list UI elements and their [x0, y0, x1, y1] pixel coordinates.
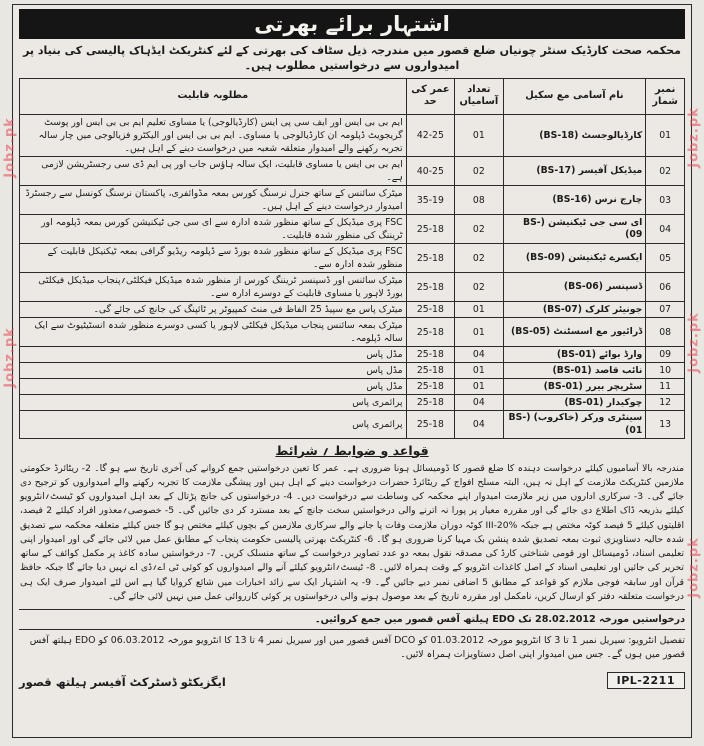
header-age: عمر کی حد [406, 78, 454, 114]
cell-post: ڈسپنسر (BS-06) [503, 273, 646, 302]
cell-age: 25-18 [406, 273, 454, 302]
cell-qualification: مڈل پاس [20, 347, 407, 363]
cell-age: 25-18 [406, 318, 454, 347]
cell-qualification: مڈل پاس [20, 379, 407, 395]
cell-age: 25-18 [406, 244, 454, 273]
jobs-table [19, 78, 685, 439]
deadline-line: درخواستیں مورخہ 28.02.2012 تک EDO ہیلتھ آفس قصور میں جمع کروائیں۔ [19, 609, 685, 625]
cell-post: وارڈ بوائے (BS-01) [503, 347, 646, 363]
footer-row [19, 672, 685, 689]
cell-count: 08 [455, 186, 503, 215]
cell-qualification: پرائمری پاس [20, 395, 407, 411]
jobs-table-body [20, 115, 685, 438]
cell-post: چوکیدار (BS-01) [503, 395, 646, 411]
ad-title: اشتہار برائے بھرتی [254, 12, 450, 36]
table-row [20, 411, 685, 438]
cell-qualification: FSC پری میڈیکل کے ساتھ منظور شدہ بورڈ سے ڈپلومہ ریڈیو گرافی بمعہ ٹیکنیکل قابلیت کے منظور شدہ ادارہ سے۔ [20, 244, 407, 273]
cell-age: 42-25 [406, 115, 454, 157]
ad-title-bar [19, 9, 685, 39]
cell-count: 02 [455, 244, 503, 273]
cell-qualification: FSC پری میڈیکل کے ساتھ منظور شدہ ادارہ سے ای سی جی ٹیکنیشن کورس بمعہ ڈپلومہ اور ٹریننگ کی منظور شدہ قابلیت۔ [20, 215, 407, 244]
table-row [20, 244, 685, 273]
intro-text: محکمہ صحت کارڈیک سنٹر چونیاں ضلع قصور میں مندرجہ ذیل سٹاف کی بھرتی کے لئے کنٹریکٹ ایڈہاک پالیسی کی بنیاد پر امیدواروں سے درخواستیں مطلوب ہیں۔ [23, 44, 681, 72]
cell-count: 02 [455, 215, 503, 244]
cell-serial: 07 [646, 302, 685, 318]
cell-qualification: میٹرک سائنس کے ساتھ جنرل نرسنگ کورس بمعہ مڈوائفری، پاکستان نرسنگ کونسل سے رجسٹرڈ امیدوار درخواست دینے کے اہل ہیں۔ [20, 186, 407, 215]
table-row [20, 273, 685, 302]
watermark: Jobz.pk [2, 117, 18, 178]
rules-title: قواعد و ضوابط ؍ شرائط [275, 442, 429, 458]
cell-serial: 03 [646, 186, 685, 215]
cell-count: 01 [455, 363, 503, 379]
jobs-table-head [20, 78, 685, 114]
table-row [20, 395, 685, 411]
cell-post: نائب قاصد (BS-01) [503, 363, 646, 379]
watermark: Jobz.pk [2, 327, 18, 388]
header-serial: نمبر شمار [646, 78, 685, 114]
cell-count: 04 [455, 395, 503, 411]
cell-age: 25-18 [406, 347, 454, 363]
cell-serial: 13 [646, 411, 685, 438]
table-row [20, 302, 685, 318]
cell-count: 04 [455, 347, 503, 363]
cell-age: 35-19 [406, 186, 454, 215]
watermark: Jobz.pk [686, 537, 702, 598]
cell-serial: 11 [646, 379, 685, 395]
cell-post: چارج نرس (BS-16) [503, 186, 646, 215]
cell-serial: 10 [646, 363, 685, 379]
table-row [20, 157, 685, 186]
advertisement-frame [12, 4, 692, 738]
cell-qualification: میٹرک بمعہ سائنس پنجاب میڈیکل فیکلٹی لاہور یا کسی دوسرے منظور شدہ انسٹیٹیوٹ سے ایک سالہ ڈپلومہ۔ [20, 318, 407, 347]
table-row [20, 215, 685, 244]
cell-post: سینٹری ورکر (خاکروب) (BS-01) [503, 411, 646, 438]
watermark: Jobz.pk [686, 107, 702, 168]
ad-code-badge: IPL-2211 [607, 672, 685, 689]
header-post: نام آسامی مع سکیل [503, 78, 646, 114]
cell-serial: 08 [646, 318, 685, 347]
cell-post: میڈیکل آفیسر (BS-17) [503, 157, 646, 186]
cell-qualification: میٹرک پاس مع سپیڈ 25 الفاظ فی منٹ کمپیوٹر پر ٹائپنگ کی جانچ کی جائے گی۔ [20, 302, 407, 318]
cell-qualification: میٹرک سائنس اور ڈسپنسر ٹریننگ کورس از منظور شدہ میڈیکل فیکلٹی؍پنجاب میڈیکل فیکلٹی بورڈ لاہور یا مساوی قابلیت کے دوسرے ادارہ سے۔ [20, 273, 407, 302]
cell-count: 01 [455, 115, 503, 157]
signature-text: ایگزیکٹو ڈسٹرکٹ آفیسر ہیلتھ قصور [19, 675, 226, 690]
header-count: تعداد آسامیاں [455, 78, 503, 114]
cell-serial: 04 [646, 215, 685, 244]
cell-age: 25-18 [406, 411, 454, 438]
cell-post: سٹریچر بیرر (BS-01) [503, 379, 646, 395]
table-row [20, 115, 685, 157]
cell-post: ڈرائیور مع اسسٹنٹ (BS-05) [503, 318, 646, 347]
cell-age: 40-25 [406, 157, 454, 186]
cell-age: 25-18 [406, 215, 454, 244]
interview-detail-line: تفصیل انٹرویو: سیریل نمبر 1 تا 3 کا انٹرویو مورخہ 01.03.2012 کو DCO آفس قصور میں اور سیریل نمبر 4 تا 13 کا انٹرویو مورخہ 06.03.2012 کو EDO ہیلتھ آفس قصور میں ہوں گے۔ جس میں امیدوار اپنی اصل دستاویزات ہمراہ لائیں۔ [19, 629, 685, 662]
cell-count: 01 [455, 318, 503, 347]
cell-post: ای سی جی ٹیکنیشن (BS-09) [503, 215, 646, 244]
rules-body: مندرجہ بالا آسامیوں کیلئے درخواست دہندہ کا ضلع قصور کا ڈومیسائل ہونا ضروری ہے۔ عمر کا تعین درخواستیں جمع کروانے کی آخری تاریخ سے ہو گا۔ 2- ریٹائرڈ حکومتی ملازمین کنٹریکٹ ملازمت کے اہل نہ ہیں، البتہ مسلح افواج کے ریٹائرڈ حضرات درخواست دینے کے اہل ہیں اور پیشگی ملازمت کا تجربہ رکھنے والے امیدواروں کو ترجیح دی جائے گی۔ 3- سرکاری اداروں میں زیر ملازمت امیدوار اپنے محکمہ کی وساطت سے درخواست دیں۔ 4- درخواستوں کی جانچ پڑتال کے بعد اہل امیدواروں کو ٹیسٹ؍انٹرویو کیلئے بذریعہ ڈاک اطلاع دی جائے گی اور مقررہ معیار پر پورا نہ اترنے والی درخواستیں سخت جانچ کے بعد مسترد کر دی جائیں گی۔ 5- خصوصی؍معذور افراد کیلئے 2 فیصد، اقلیتوں کیلئے 5 فیصد کوٹہ مختص ہے جبکہ III-20% کوٹہ دوران ملازمت وفات پا جانے والے سرکاری ملازمین کے بچوں کیلئے مختص ہو گا جس کیلئے متعلقہ محکمہ سے تصدیق شدہ حالیہ دستاویزی ثبوت بمعہ تصدیق شدہ پنشن بک مہیا کرنا ضروری ہو گا۔ 6- کنٹریکٹ بھرتی پالیسی حکومت پنجاب کے مطابق عمل میں لائی جائے گی اور امیدوار اپنی تعلیمی اسناد، ڈومیسائل اور قومی شناختی کارڈ کی مصدقہ نقول بمعہ دو عدد تصاویر درخواست کے ساتھ منسلک کریں۔ 7- درخواستیں سادہ کاغذ پر مکمل کوائف کے ساتھ تحریر کی جائیں اور تعلیمی اسناد کے اصل کاغذات انٹرویو کے وقت ہمراہ لائیں۔ 8- ٹیسٹ؍انٹرویو کیلئے آنے والے امیدواروں کو کوئی ٹی اے؍ڈی اے نہیں دیا جائے گا جبکہ حافظ قرآن اور سابقہ فوجی ملازم کو قواعد کے مطابق 5 اضافی نمبر دیے جائیں گے۔ 9- یہ اشتہار ایک سے زائد اخبارات میں شائع کروایا گیا ہے اس لئے امیدوار صرف ایک ہی درخواست متعلقہ دفتر کو ارسال کریں، نامکمل اور مقررہ تاریخ کے بعد موصول ہونے والی درخواستوں پر کوئی کارروائی عمل میں نہیں لائی جائے گی۔ [20, 462, 684, 602]
watermark: Jobz.pk [686, 312, 702, 373]
cell-post: ایکسرے ٹیکنیشن (BS-09) [503, 244, 646, 273]
cell-serial: 12 [646, 395, 685, 411]
table-header-row [20, 78, 685, 114]
cell-serial: 01 [646, 115, 685, 157]
cell-qualification: مڈل پاس [20, 363, 407, 379]
cell-serial: 06 [646, 273, 685, 302]
cell-age: 25-18 [406, 379, 454, 395]
table-row [20, 363, 685, 379]
cell-count: 01 [455, 379, 503, 395]
cell-count: 02 [455, 273, 503, 302]
table-row [20, 318, 685, 347]
table-row [20, 379, 685, 395]
cell-serial: 09 [646, 347, 685, 363]
table-row [20, 347, 685, 363]
cell-qualification: ایم بی بی ایس اور ایف سی پی ایس (کارڈیالوجی) یا مساوی تعلیم ایم بی بی ایس اور پوسٹ گریجویٹ ڈپلومہ ان کارڈیالوجی یا مساوی۔ ایم بی بی ایس اور الیکٹرو فزیالوجی میں چار سالہ تجربہ رکھنے والے امیدوار متعلقہ شعبہ میں درخواست دینے کے اہل ہیں۔ [20, 115, 407, 157]
header-qualification: مطلوبہ قابلیت [20, 78, 407, 114]
cell-count: 01 [455, 302, 503, 318]
cell-serial: 02 [646, 157, 685, 186]
cell-age: 25-18 [406, 395, 454, 411]
rules-section [19, 443, 685, 605]
cell-qualification: پرائمری پاس [20, 411, 407, 438]
cell-count: 04 [455, 411, 503, 438]
cell-post: جونیئر کلرک (BS-07) [503, 302, 646, 318]
cell-serial: 05 [646, 244, 685, 273]
cell-count: 02 [455, 157, 503, 186]
cell-age: 25-18 [406, 302, 454, 318]
cell-age: 25-18 [406, 363, 454, 379]
table-row [20, 186, 685, 215]
cell-qualification: ایم بی بی ایس یا مساوی قابلیت، ایک سالہ ہاؤس جاب اور پی ایم ڈی سی رجسٹریشن لازمی ہے۔ [20, 157, 407, 186]
cell-post: کارڈیالوجسٹ (BS-18) [503, 115, 646, 157]
